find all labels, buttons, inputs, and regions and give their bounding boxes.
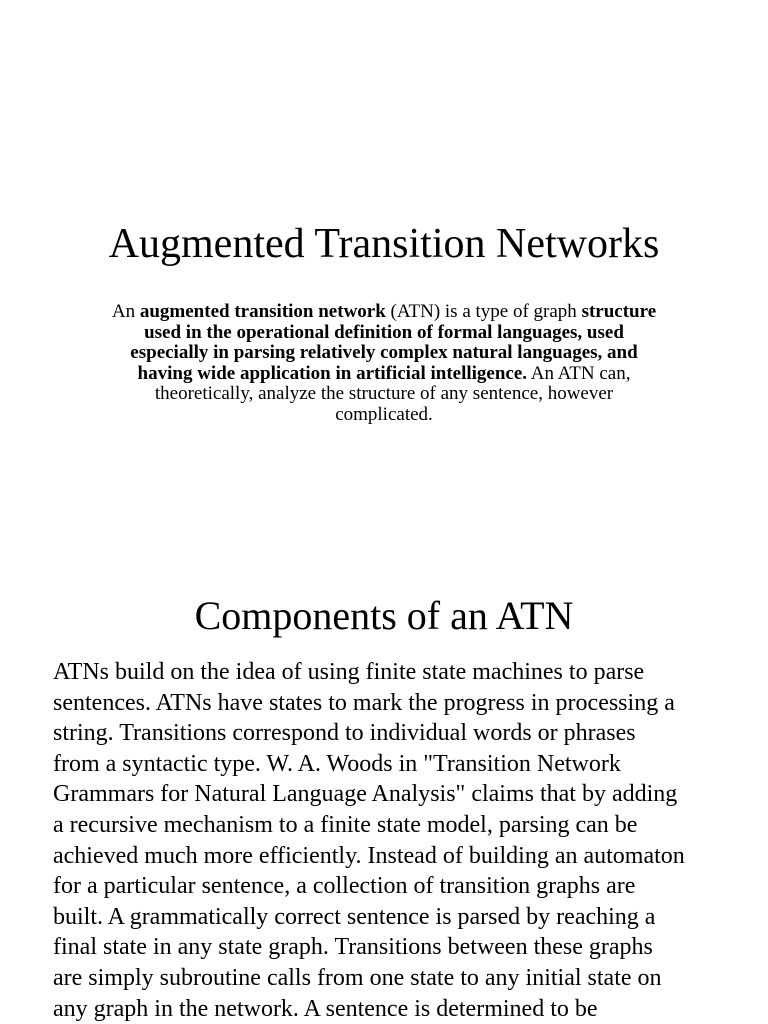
intro-term-bold: augmented transition network: [139, 301, 386, 322]
body-line: a recursive mechanism to a finite state model, parsing can be: [53, 811, 638, 838]
body-line: Grammars for Natural Language Analysis" claims that by adding: [53, 781, 678, 808]
slide-title-components-of-an-atn: Components of an ATN: [194, 593, 574, 638]
intro-text-middle: (ATN) is a type of graph: [385, 301, 582, 322]
body-line: for a particular sentence, a collection of transition graphs are: [53, 873, 636, 900]
body-line: any graph in the network. A sentence is determined to be: [53, 995, 598, 1022]
body-line: ATNs build on the idea of using finite state machines to parse: [53, 659, 645, 685]
components-body-text: [53, 657, 753, 1024]
body-line: built. A grammatically correct sentence is parsed by reaching a: [53, 903, 656, 930]
intro-text-start: An: [111, 301, 140, 322]
body-line: from a syntactic type. W. A. Woods in "Transition Network: [53, 750, 621, 777]
body-line: final state in any state graph. Transitions between these graphs: [53, 934, 653, 961]
intro-text-end: An ATN can, theoretically, analyze the structure of any sentence, however complicated.: [154, 362, 631, 425]
body-line: are simply subroutine calls from one state to any initial state on: [53, 964, 662, 991]
body-line: string. Transitions correspond to individual words or phrases: [53, 720, 636, 747]
body-line: sentences. ATNs have states to mark the progress in processing a: [53, 689, 675, 716]
intro-definition-bold: structure used in the operational definition of formal languages, used especially in parsing relatively complex natural languages, and having wide application in artificial intelligence.: [130, 301, 657, 384]
intro-paragraph: [110, 302, 658, 425]
slide-title-augmented-transition-networks: Augmented Transition Networks: [108, 221, 660, 267]
body-line: achieved much more efficiently. Instead of building an automaton: [53, 842, 685, 869]
